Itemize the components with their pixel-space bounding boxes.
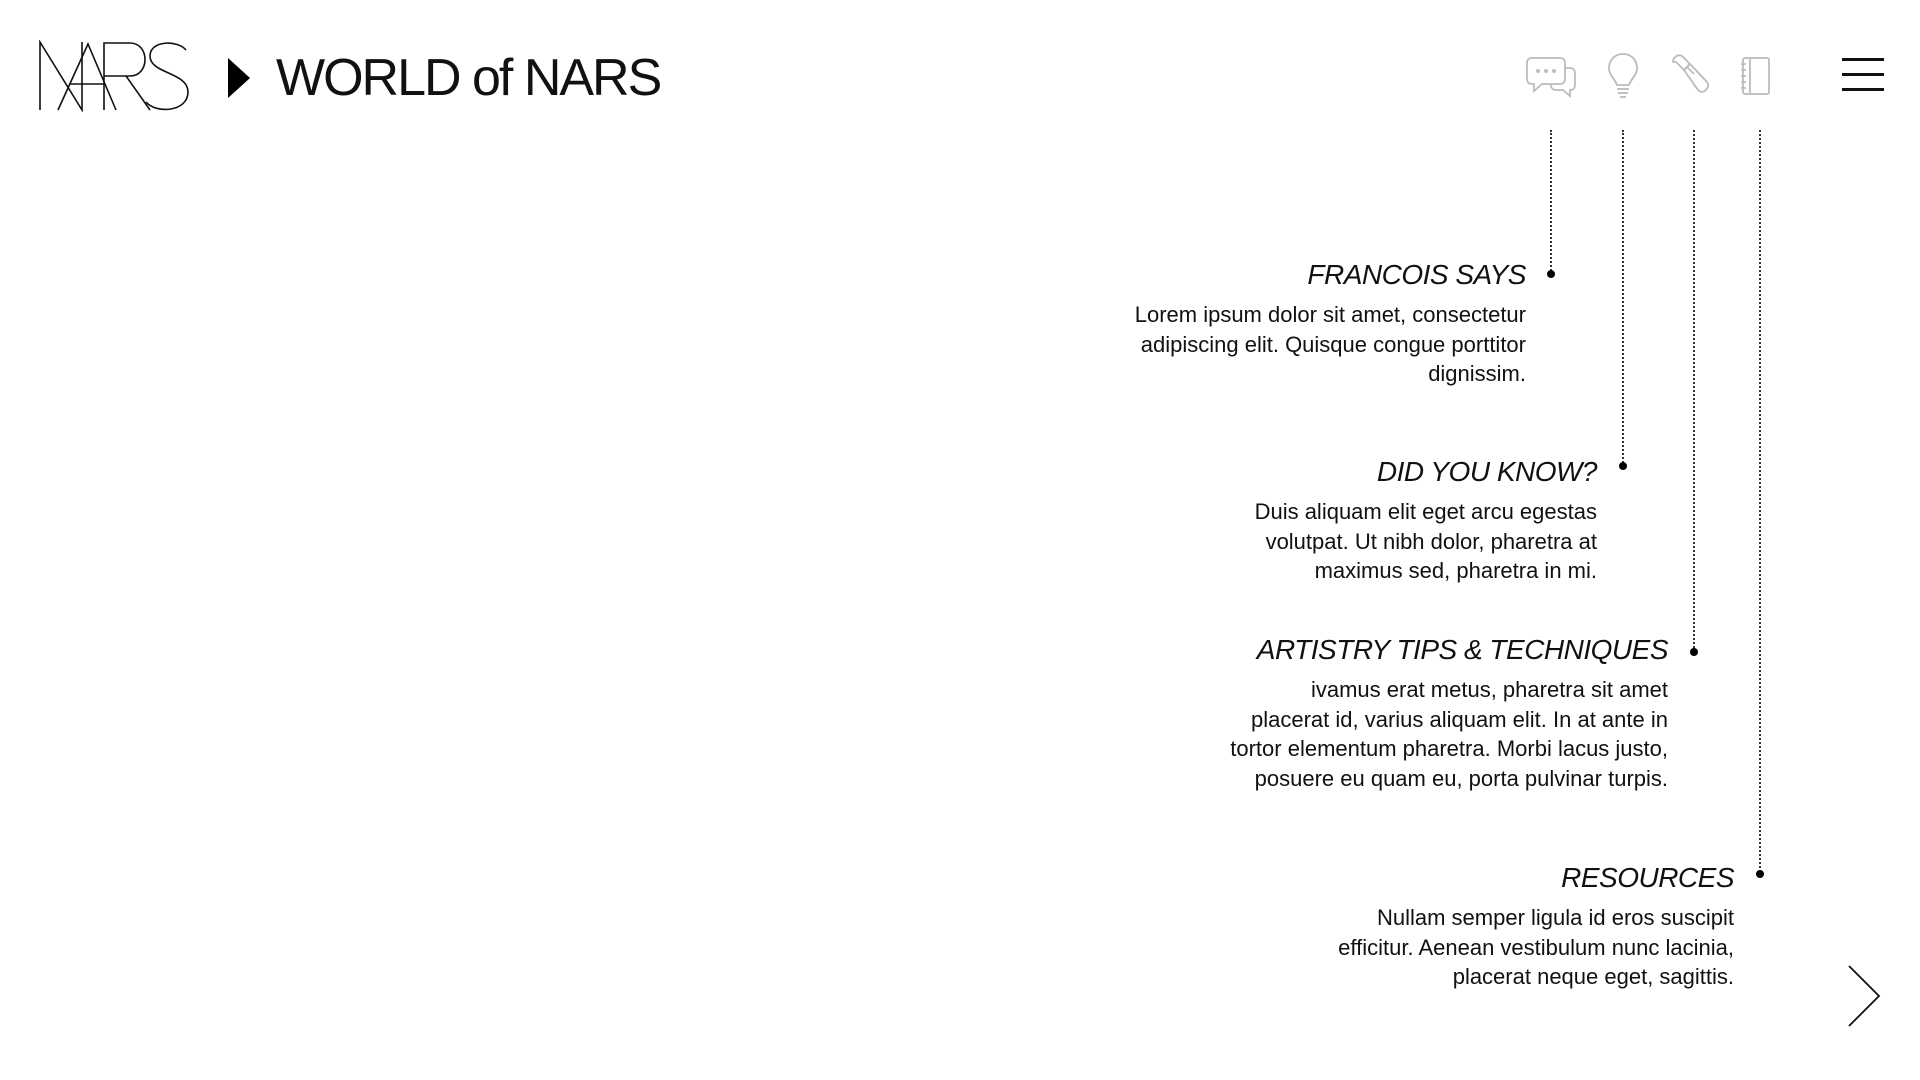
brush-icon[interactable]: [1670, 52, 1710, 100]
chevron-right-icon[interactable]: [1846, 964, 1882, 1028]
connector-dot-francois: [1547, 270, 1555, 278]
section-title: DID YOU KNOW?: [1376, 456, 1597, 487]
hamburger-menu-icon[interactable]: [1842, 56, 1884, 96]
connector-francois: [1550, 130, 1552, 274]
connector-know: [1622, 130, 1624, 466]
nars-logo[interactable]: [38, 40, 190, 112]
header: [0, 0, 1920, 150]
connector-tips: [1693, 130, 1695, 652]
section-resources: [1314, 861, 1734, 992]
section-artistry-tips: [1228, 633, 1668, 793]
connector-resources: [1759, 130, 1761, 876]
section-did-you-know: [1197, 455, 1597, 586]
section-body: Nullam semper ligula id eros suscipit efficitur. Aenean vestibulum nunc lacinia, placerat neque eget, sagittis.: [1338, 905, 1734, 989]
section-body: Lorem ipsum dolor sit amet, consectetur adipiscing elit. Quisque congue porttitor dignissim.: [1134, 302, 1526, 386]
nars-logo-mark: [38, 40, 190, 112]
page-title: WORLD of NARS: [276, 49, 661, 107]
lightbulb-icon[interactable]: [1608, 52, 1638, 100]
chat-bubbles-icon[interactable]: [1526, 52, 1576, 100]
section-title: FRANCOIS SAYS: [1307, 259, 1526, 290]
section-body: ivamus erat metus, pharetra sit amet placerat id, varius aliquam elit. In at ante in tortor elementum pharetra. Morbi lacus justo, posuere eu quam eu, porta pulvinar turpis.: [1230, 677, 1668, 791]
connector-dot-tips: [1690, 648, 1698, 656]
menu-bar: [1842, 73, 1884, 76]
menu-bar: [1842, 58, 1884, 61]
section-francois-says: [1126, 258, 1526, 389]
section-title: ARTISTRY TIPS & TECHNIQUES: [1256, 634, 1668, 665]
connector-dot-know: [1619, 462, 1627, 470]
breadcrumb-arrow-icon: [228, 58, 250, 98]
section-body: Duis aliquam elit eget arcu egestas volutpat. Ut nibh dolor, pharetra at maximus sed, pharetra in mi.: [1254, 499, 1597, 583]
menu-bar: [1842, 88, 1884, 91]
section-title: RESOURCES: [1561, 862, 1734, 893]
notebook-icon[interactable]: [1740, 52, 1772, 100]
connector-dot-resources: [1756, 870, 1764, 878]
